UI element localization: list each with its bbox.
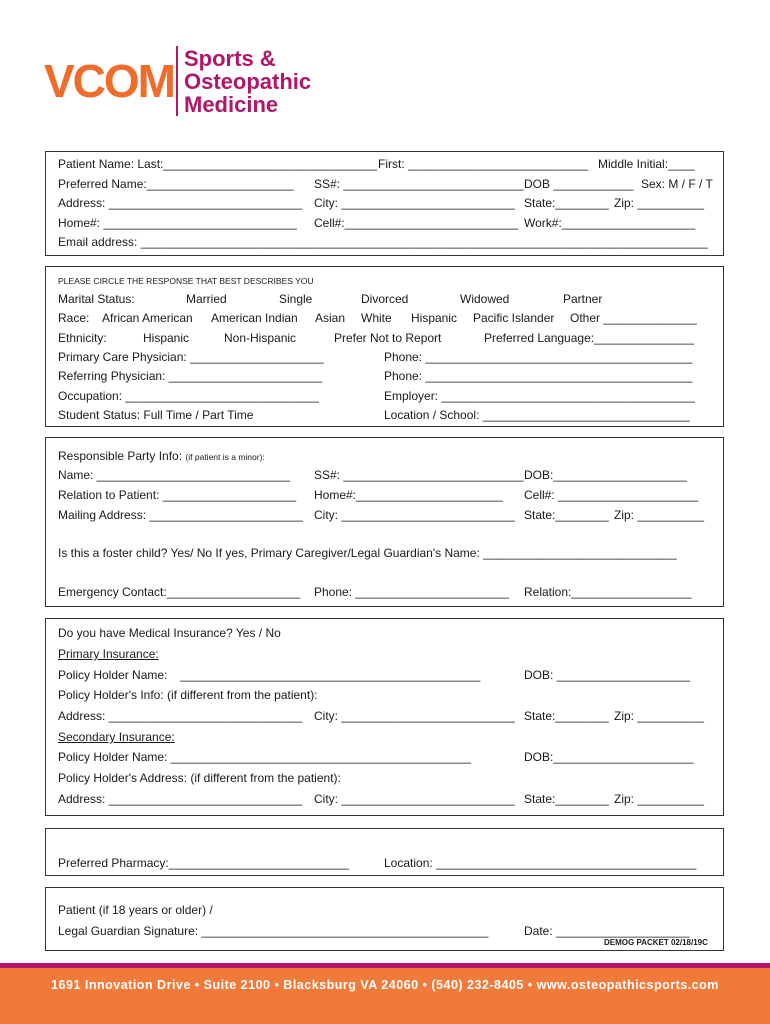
dob-field[interactable]: DOB ____________ (524, 177, 634, 191)
patient-last-name-field[interactable]: Patient Name: Last:________________________________ (58, 157, 377, 171)
location-school-field[interactable]: Location / School: _______________________________ (384, 408, 690, 422)
patient-first-name-field[interactable]: First: ___________________________ (378, 157, 589, 171)
mailing-address-field[interactable]: Mailing Address: _______________________ (58, 508, 303, 522)
form-version-label: DEMOG PACKET 02/18/19C (604, 938, 708, 947)
marital-option-married[interactable]: Married (186, 292, 227, 306)
emergency-contact-field[interactable]: Emergency Contact:____________________ (58, 585, 301, 599)
middle-initial-field[interactable]: Middle Initial:____ (598, 157, 695, 171)
primary-care-physician-field[interactable]: Primary Care Physician: ____________________ (58, 350, 324, 364)
emergency-relation-field[interactable]: Relation:__________________ (524, 585, 692, 599)
responsible-party-note: (if patient is a minor): (185, 452, 265, 462)
primary-policy-dob-field[interactable]: DOB: ____________________ (524, 668, 691, 682)
responsible-state-field[interactable]: State:________ (524, 508, 609, 522)
secondary-state-field[interactable]: State:________ (524, 792, 609, 806)
logo-line-2: Osteopathic (184, 69, 312, 94)
responsible-home-field[interactable]: Home#:______________________ (314, 488, 503, 502)
city-field[interactable]: City: __________________________ (314, 196, 515, 210)
pcp-phone-field[interactable]: Phone: ________________________________________ (384, 350, 693, 364)
race-option-other[interactable]: Other ______________ (570, 311, 697, 325)
preferred-pharmacy-field[interactable]: Preferred Pharmacy:___________________________ (58, 856, 349, 870)
responsible-zip-field[interactable]: Zip: __________ (614, 508, 705, 522)
secondary-policy-holder-field[interactable]: Policy Holder Name: _____________________________________________ (58, 750, 472, 764)
student-status-field[interactable]: Student Status: Full Time / Part Time (58, 408, 254, 422)
responsible-name-field[interactable]: Name: _____________________________ (58, 468, 291, 482)
employer-field[interactable]: Employer: ______________________________________ (384, 389, 695, 403)
marital-status-label: Marital Status: (58, 292, 135, 306)
preferred-language-field[interactable]: Preferred Language:_______________ (484, 331, 695, 345)
medical-insurance-question[interactable]: Do you have Medical Insurance? Yes / No (58, 626, 281, 640)
zip-field[interactable]: Zip: __________ (614, 196, 705, 210)
referring-phone-field[interactable]: Phone: ________________________________________ (384, 369, 693, 383)
responsible-dob-field[interactable]: DOB:____________________ (524, 468, 687, 482)
work-phone-field[interactable]: Work#:____________________ (524, 216, 696, 230)
primary-address-field[interactable]: Address: _____________________________ (58, 709, 303, 723)
responsible-cell-field[interactable]: Cell#: _____________________ (524, 488, 699, 502)
signature-field[interactable]: Legal Guardian Signature: ___________________________________________ (58, 924, 489, 938)
secondary-insurance-heading: Secondary Insurance: (58, 730, 175, 744)
signature-line-1: Patient (if 18 years or older) / (58, 903, 213, 917)
occupation-field[interactable]: Occupation: _____________________________ (58, 389, 319, 403)
state-field[interactable]: State:________ (524, 196, 609, 210)
race-option-african-american[interactable]: African American (102, 311, 193, 325)
primary-city-field[interactable]: City: __________________________ (314, 709, 515, 723)
secondary-address-field[interactable]: Address: _____________________________ (58, 792, 303, 806)
secondary-policy-info-label: Policy Holder's Address: (if different from the patient): (58, 771, 341, 785)
race-option-asian[interactable]: Asian (315, 311, 346, 325)
referring-physician-field[interactable]: Referring Physician: _______________________ (58, 369, 323, 383)
primary-zip-field[interactable]: Zip: __________ (614, 709, 705, 723)
marital-option-divorced[interactable]: Divorced (361, 292, 409, 306)
home-phone-field[interactable]: Home#: _____________________________ (58, 216, 297, 230)
ethnicity-option-non-hispanic[interactable]: Non-Hispanic (224, 331, 297, 345)
emergency-phone-field[interactable]: Phone: _______________________ (314, 585, 509, 599)
ethnicity-option-prefer-not[interactable]: Prefer Not to Report (334, 331, 442, 345)
ss-field[interactable]: SS#: ___________________________ (314, 177, 524, 191)
secondary-policy-dob-field[interactable]: DOB:_____________________ (524, 750, 694, 764)
vcom-logo: VCOM (44, 55, 174, 107)
race-option-pacific-islander[interactable]: Pacific Islander (473, 311, 555, 325)
email-field[interactable]: Email address: _____________________________________________________________________________________ (58, 235, 708, 249)
ethnicity-option-hispanic[interactable]: Hispanic (143, 331, 190, 345)
relation-to-patient-field[interactable]: Relation to Patient: ____________________ (58, 488, 297, 502)
sex-field[interactable]: Sex: M / F / T (641, 177, 713, 191)
race-label: Race: (58, 311, 90, 325)
secondary-city-field[interactable]: City: __________________________ (314, 792, 515, 806)
primary-state-field[interactable]: State:________ (524, 709, 609, 723)
logo-divider (176, 46, 178, 116)
pharmacy-location-field[interactable]: Location: _______________________________________ (384, 856, 697, 870)
primary-policy-holder-field[interactable]: _____________________________________________ (180, 668, 481, 682)
circle-instruction: PLEASE CIRCLE THE RESPONSE THAT BEST DESCRIBES YOU (58, 276, 314, 286)
cell-phone-field[interactable]: Cell#:__________________________ (314, 216, 519, 230)
logo-line-1: Sports & (184, 46, 276, 71)
responsible-party-label: Responsible Party Info: (if patient is a minor): (58, 449, 265, 463)
race-option-american-indian[interactable]: American Indian (211, 311, 298, 325)
footer-address: 1691 Innovation Drive • Suite 2100 • Blacksburg VA 24060 • (540) 232-8405 • www.osteopathicsports.com (51, 978, 719, 992)
foster-child-field[interactable]: Is this a foster child? Yes/ No If yes, Primary Caregiver/Legal Guardian's Name: _____________________________ (58, 546, 677, 560)
ethnicity-label: Ethnicity: (58, 331, 107, 345)
logo-line-3: Medicine (184, 92, 279, 117)
footer-band (0, 968, 770, 1024)
responsible-ss-field[interactable]: SS#: ___________________________ (314, 468, 524, 482)
signature-date-field[interactable]: Date: ____________________ (524, 924, 690, 938)
primary-insurance-heading: Primary Insurance: (58, 647, 159, 661)
marital-option-single[interactable]: Single (279, 292, 313, 306)
preferred-name-field[interactable]: Preferred Name:______________________ (58, 177, 294, 191)
primary-policy-holder-label: Policy Holder Name: (58, 668, 168, 682)
responsible-city-field[interactable]: City: __________________________ (314, 508, 515, 522)
race-option-white[interactable]: White (361, 311, 392, 325)
marital-option-widowed[interactable]: Widowed (460, 292, 510, 306)
primary-policy-info-label: Policy Holder's Info: (if different from the patient): (58, 688, 318, 702)
secondary-zip-field[interactable]: Zip: __________ (614, 792, 705, 806)
address-field[interactable]: Address: _____________________________ (58, 196, 303, 210)
race-option-hispanic[interactable]: Hispanic (411, 311, 458, 325)
marital-option-partner[interactable]: Partner (563, 292, 603, 306)
